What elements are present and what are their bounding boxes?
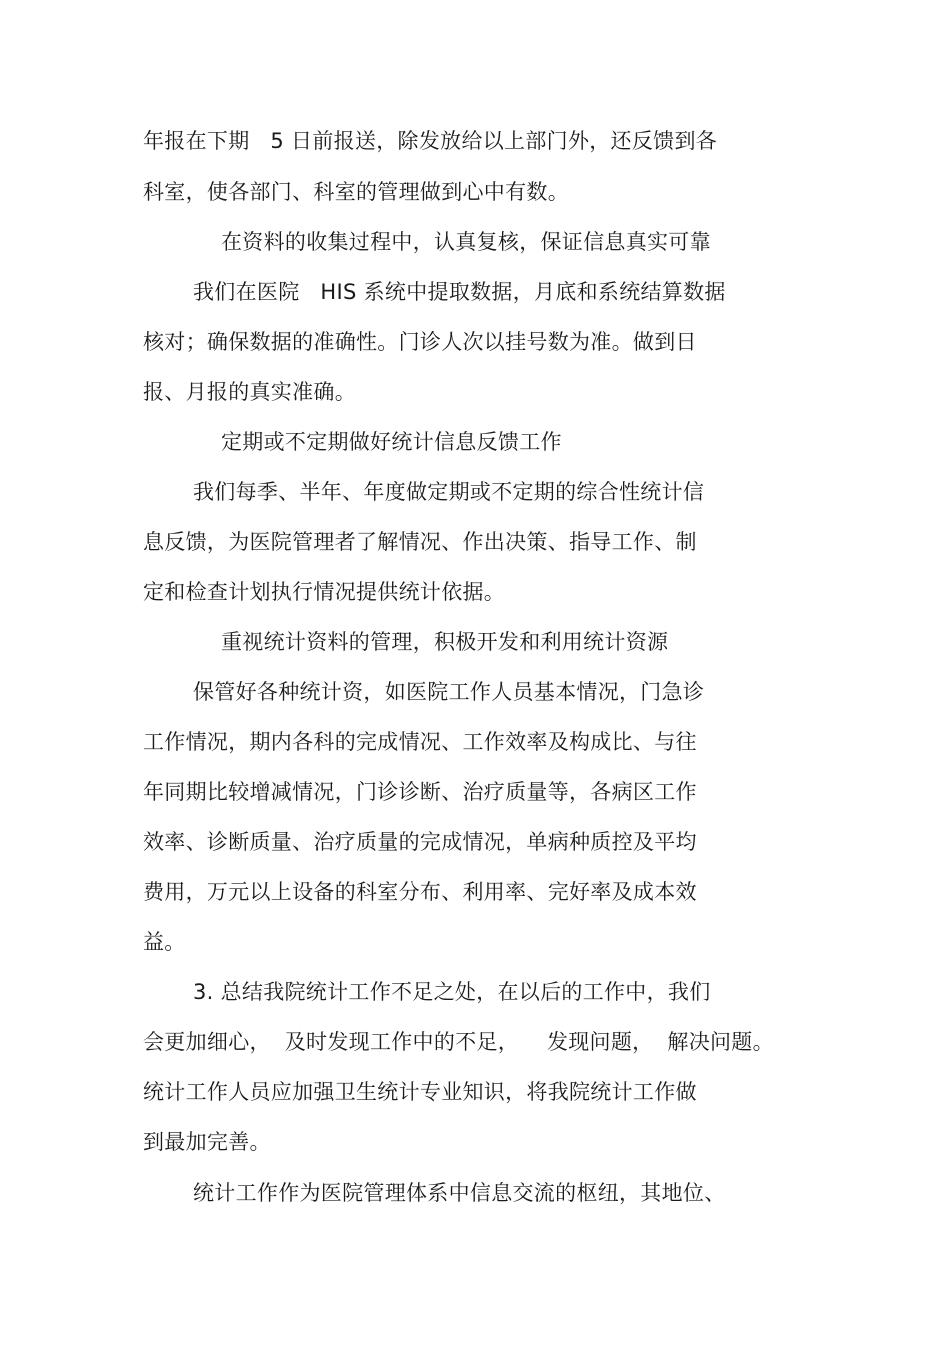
text-line: 息反馈，为医院管理者了解情况、作出决策、指导工作、制 xyxy=(143,530,697,554)
text-line: 益。 xyxy=(143,930,186,954)
text-line: 科室，使各部门、科室的管理做到心中有数。 xyxy=(143,180,569,204)
text-line: 工作情况，期内各科的完成情况、工作效率及构成比、与往 xyxy=(143,730,697,754)
text-line: 核对；确保数据的准确性。门诊人次以挂号数为准。做到日 xyxy=(143,330,697,354)
text-line: 定和检查计划执行情况提供统计依据。 xyxy=(143,580,506,604)
section-heading: 重视统计资料的管理，积极开发和利用统计资源 xyxy=(221,630,669,654)
text-line: 年同期比较增减情况，门诊诊断、治疗质量等，各病区工作 xyxy=(143,780,697,804)
text-line: 我们在医院 HIS 系统中提取数据，月底和系统结算数据 xyxy=(193,280,726,304)
text-line: 费用，万元以上设备的科室分布、利用率、完好率及成本效 xyxy=(143,880,697,904)
text-line: 年报在下期 5 日前报送，除发放给以上部门外，还反馈到各 xyxy=(143,129,718,153)
text-line: 报、月报的真实准确。 xyxy=(143,380,356,404)
section-heading: 在资料的收集过程中，认真复核，保证信息真实可靠 xyxy=(221,230,711,254)
text-line: 会更加细心， 及时发现工作中的不足， 发现问题， 解决问题。 xyxy=(143,1030,774,1054)
text-line: 保管好各种统计资，如医院工作人员基本情况，门急诊 xyxy=(193,680,705,704)
text-line: 到最加完善。 xyxy=(143,1130,271,1154)
text-line: 统计工作人员应加强卫生统计专业知识，将我院统计工作做 xyxy=(143,1080,697,1104)
section-heading: 定期或不定期做好统计信息反馈工作 xyxy=(221,430,562,454)
text-line: 统计工作作为医院管理体系中信息交流的枢纽，其地位、 xyxy=(193,1181,726,1205)
text-line: 3. 总结我院统计工作不足之处，在以后的工作中，我们 xyxy=(193,980,711,1004)
text-line: 我们每季、半年、年度做定期或不定期的综合性统计信 xyxy=(193,480,705,504)
text-line: 效率、诊断质量、治疗质量的完成情况，单病种质控及平均 xyxy=(143,830,697,854)
